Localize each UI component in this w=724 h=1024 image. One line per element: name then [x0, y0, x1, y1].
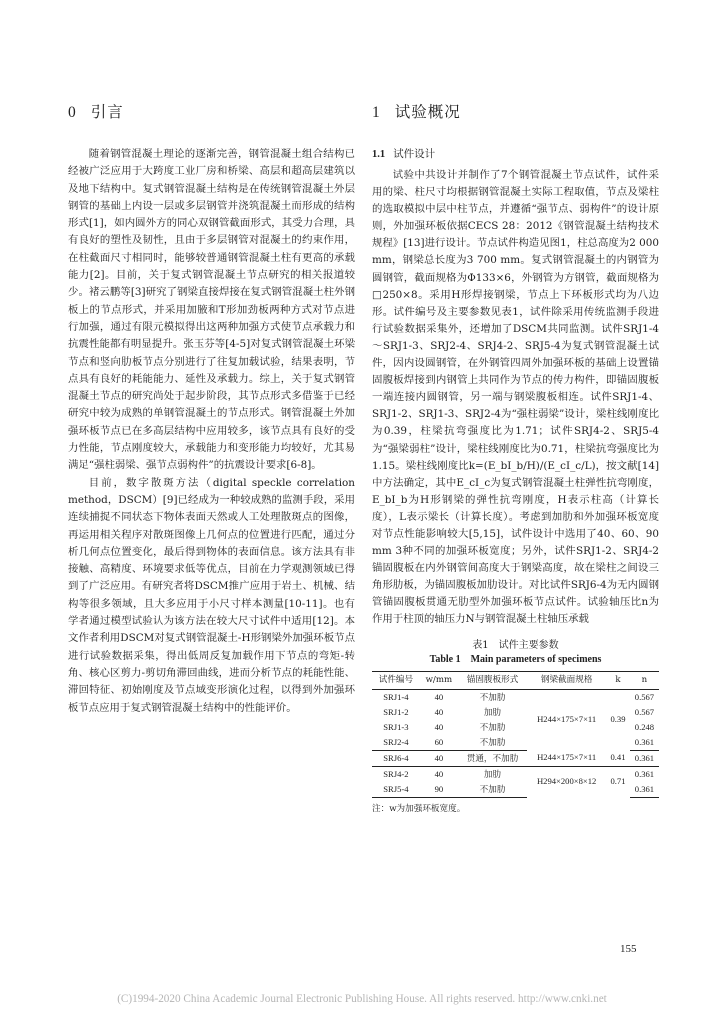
parameters-table — [372, 671, 659, 798]
table-title-en: Table 1 Main parameters of specimens — [429, 653, 602, 665]
test-paragraph-1: 试验中共设计并制作了7个钢管混凝土节点试件，试件采用的梁、柱尺寸均根据钢管混凝土实际工程取值，节点及梁柱的选取模拟中层中柱节点，并遵循“强节点、弱构件”的设计原则，外加强环板依据CECS 28：2012《钢管混凝土结构技术规程》[13]进行设计。节点试件构造见图1，柱总高度为2 000 mm，钢梁总长度为3 700 mm。复式钢管混凝土的内钢管为圆钢管，截面规格为Φ133×6，外钢管为方钢管，截面规格为□250×8。采用H形焊接钢梁，节点上下环板形式均为八边形。试件编号及主要参数见表1，试件除采用传统监测手段进行试验数据采集外，还增加了DSCM共同监测。试件SRJ1-4～SRJ1-3、SRJ2-4、SRJ4-2、SRJ5-4为复式钢管混凝土试件，因内设圆钢管，在外钢管四周外加强环板的基础上设置锚固腹板焊接到内钢管上共同作为节点的传力构件，即锚固腹板一端连接内圆钢管，另一端与钢梁腹板相连。试件SRJ1-4、SRJ1-2、SRJ1-3、SRJ2-4为“强柱弱梁”设计，梁柱线刚度比为0.39，柱梁抗弯强度比为1.71；试件SRJ4-2、SRJ5-4为“强梁弱柱”设计，梁柱线刚度比为0.71，柱梁抗弯强度比为1.15。梁柱线刚度比k=(E_bI_b/H)/(E_cI_c/L)，按文献[14]中方法确定，其中E_cI_c为复式钢管混凝土柱弹性抗弯刚度，E_bI_b为H形钢梁的弹性抗弯刚度，H表示柱高（计算长度），L表示梁长（计算长度）。考虑到加肋和外加强环板宽度对节点性能影响较大[5,15]，试件设计中选用了40、60、90 mm 3种不同的加强环板宽度；另外，试件SRJ1-2、SRJ4-2锚固腹板在内外钢管间高度大于钢梁高度，故在梁柱之间设三角形肋板，为锚固腹板加肋设计。对比试件SRJ6-4为无内圆钢管锚固腹板贯通无肋型外加强环板节点试件。试验轴压比n为作用于柱顶的轴压力N与钢管混凝土柱轴压承载 — [372, 169, 659, 626]
page-number: 155 — [620, 943, 637, 955]
copyright-footer: (C)1994-2020 China Academic Journal Electronic Publishing House. All rights reserved. http://www.cnki.net — [117, 993, 607, 1005]
table-caption — [372, 639, 659, 667]
th-beam: 钢梁截面规格 — [527, 671, 606, 689]
th-w: w/mm — [420, 671, 458, 689]
section-heading-test: 1 试验概况 — [372, 103, 461, 121]
table-row: SRJ1-4 40 不加肋 H244×175×7×11 0.39 0.567 — [383, 691, 655, 725]
table-row: SRJ2-4 60 不加肋 0.361 — [372, 735, 659, 751]
table-row: SRJ6-4 40 贯通，不加肋 H244×175×7×11 0.41 0.361 — [372, 750, 659, 766]
table-title-cn: 表1 试件主要参数 — [472, 639, 559, 651]
intro-paragraph-1: 随着钢管混凝土理论的逐渐完善，钢管混凝土组合结构已经被广泛应用于大跨度工业厂房和桥梁、高层和超高层建筑以及地下结构中。复式钢管混凝土结构是在传统钢管混凝土外层钢管的基础上内设一层或多层钢管并浇筑混凝土而形成的结构形式[1]，如内圆外方的同心双钢管截面形式，其受力合理，具有良好的塑性及韧性，且由于多层钢管对混凝土的约束作用，在柱截面尺寸相同时，能够较普通钢管混凝土柱有更高的承载能力[2]。目前，关于复式钢管混凝土节点研究的相关报道较少。褚云鹏等[3]研究了钢梁直接焊接在复式钢管混凝土柱外钢板上的节点形式，并采用加腋和T形加劲板两种方式对节点进行加强，通过有限元模拟得出这两种加强方式使节点承载力和抗震性能都有明显提升。张玉芬等[4-5]对复式钢管混凝土环梁节点和竖向肋板节点分别进行了往复加载试验，结果表明，节点具有良好的耗能能力、延性及承载力。综上，关于复式钢管混凝土节点的研究尚处于起步阶段，其节点形式多借鉴于已经研究中较为成熟的单钢管混凝土的节点形式。钢管混凝土外加强环板节点已在多高层结构中应用较多，该节点具有良好的受力性能，节点刚度较大，承载能力和变形能力均较好，尤其易满足“强柱弱梁、强节点弱构件”的抗震设计要求[6-8]。 — [68, 148, 355, 472]
table-row: SRJ4-2 40 加肋 H294×200×8×12 0.71 0.361 — [383, 768, 655, 787]
table-header-row — [372, 671, 659, 689]
section-heading-intro: 0 引言 — [68, 103, 124, 121]
th-k: k — [606, 671, 630, 689]
table-note: 注：w为加强环板宽度。 — [372, 803, 466, 814]
th-id: 试件编号 — [372, 671, 420, 689]
right-column — [372, 100, 659, 814]
th-form: 锚固腹板形式 — [458, 671, 527, 689]
table-row: SRJ1-3 40 不加肋 0.248 — [383, 721, 655, 732]
subsection-heading: 1.1 试件设计 — [372, 148, 436, 160]
table-row: SRJ1-2 40 加肋 0.567 — [383, 706, 655, 717]
left-column — [68, 100, 355, 717]
th-n: n — [630, 671, 659, 689]
table-row: SRJ5-4 90 不加肋 0.361 — [372, 782, 659, 798]
intro-paragraph-2: 目前，数字散斑方法（digital speckle correlation method，DSCM）[9]已经成为一种较成熟的监测手段，采用连续捕捉不同状态下物体表面天然或人工处理散斑点的图像，再运用相关程序对散斑图像上几何点的位置进行匹配，通过分析几何点位置变化，最后得到物体的表面信息。该方法具有非接触、高精度、环境要求低等优点，目前在力学观测领域已得到了广泛应用。有研究者将DSCM推广应用于岩土、机械、结构等很多领域，且大多应用于小尺寸样本测量[10-11]。也有学者通过模型试验认为该方法在较大尺寸试件中适用[12]。本文作者利用DSCM对复式钢管混凝土-H形钢梁外加强环板节点进行试验数据采集，得出低周反复加载作用下节点的弯矩-转角、核心区剪力-剪切角滞回曲线，进而分析节点的耗能性能、滞回特征、初始刚度及节点域变形演化过程，以得到外加强环板节点应用于复式钢管混凝土结构中的性能评价。 — [68, 476, 355, 714]
